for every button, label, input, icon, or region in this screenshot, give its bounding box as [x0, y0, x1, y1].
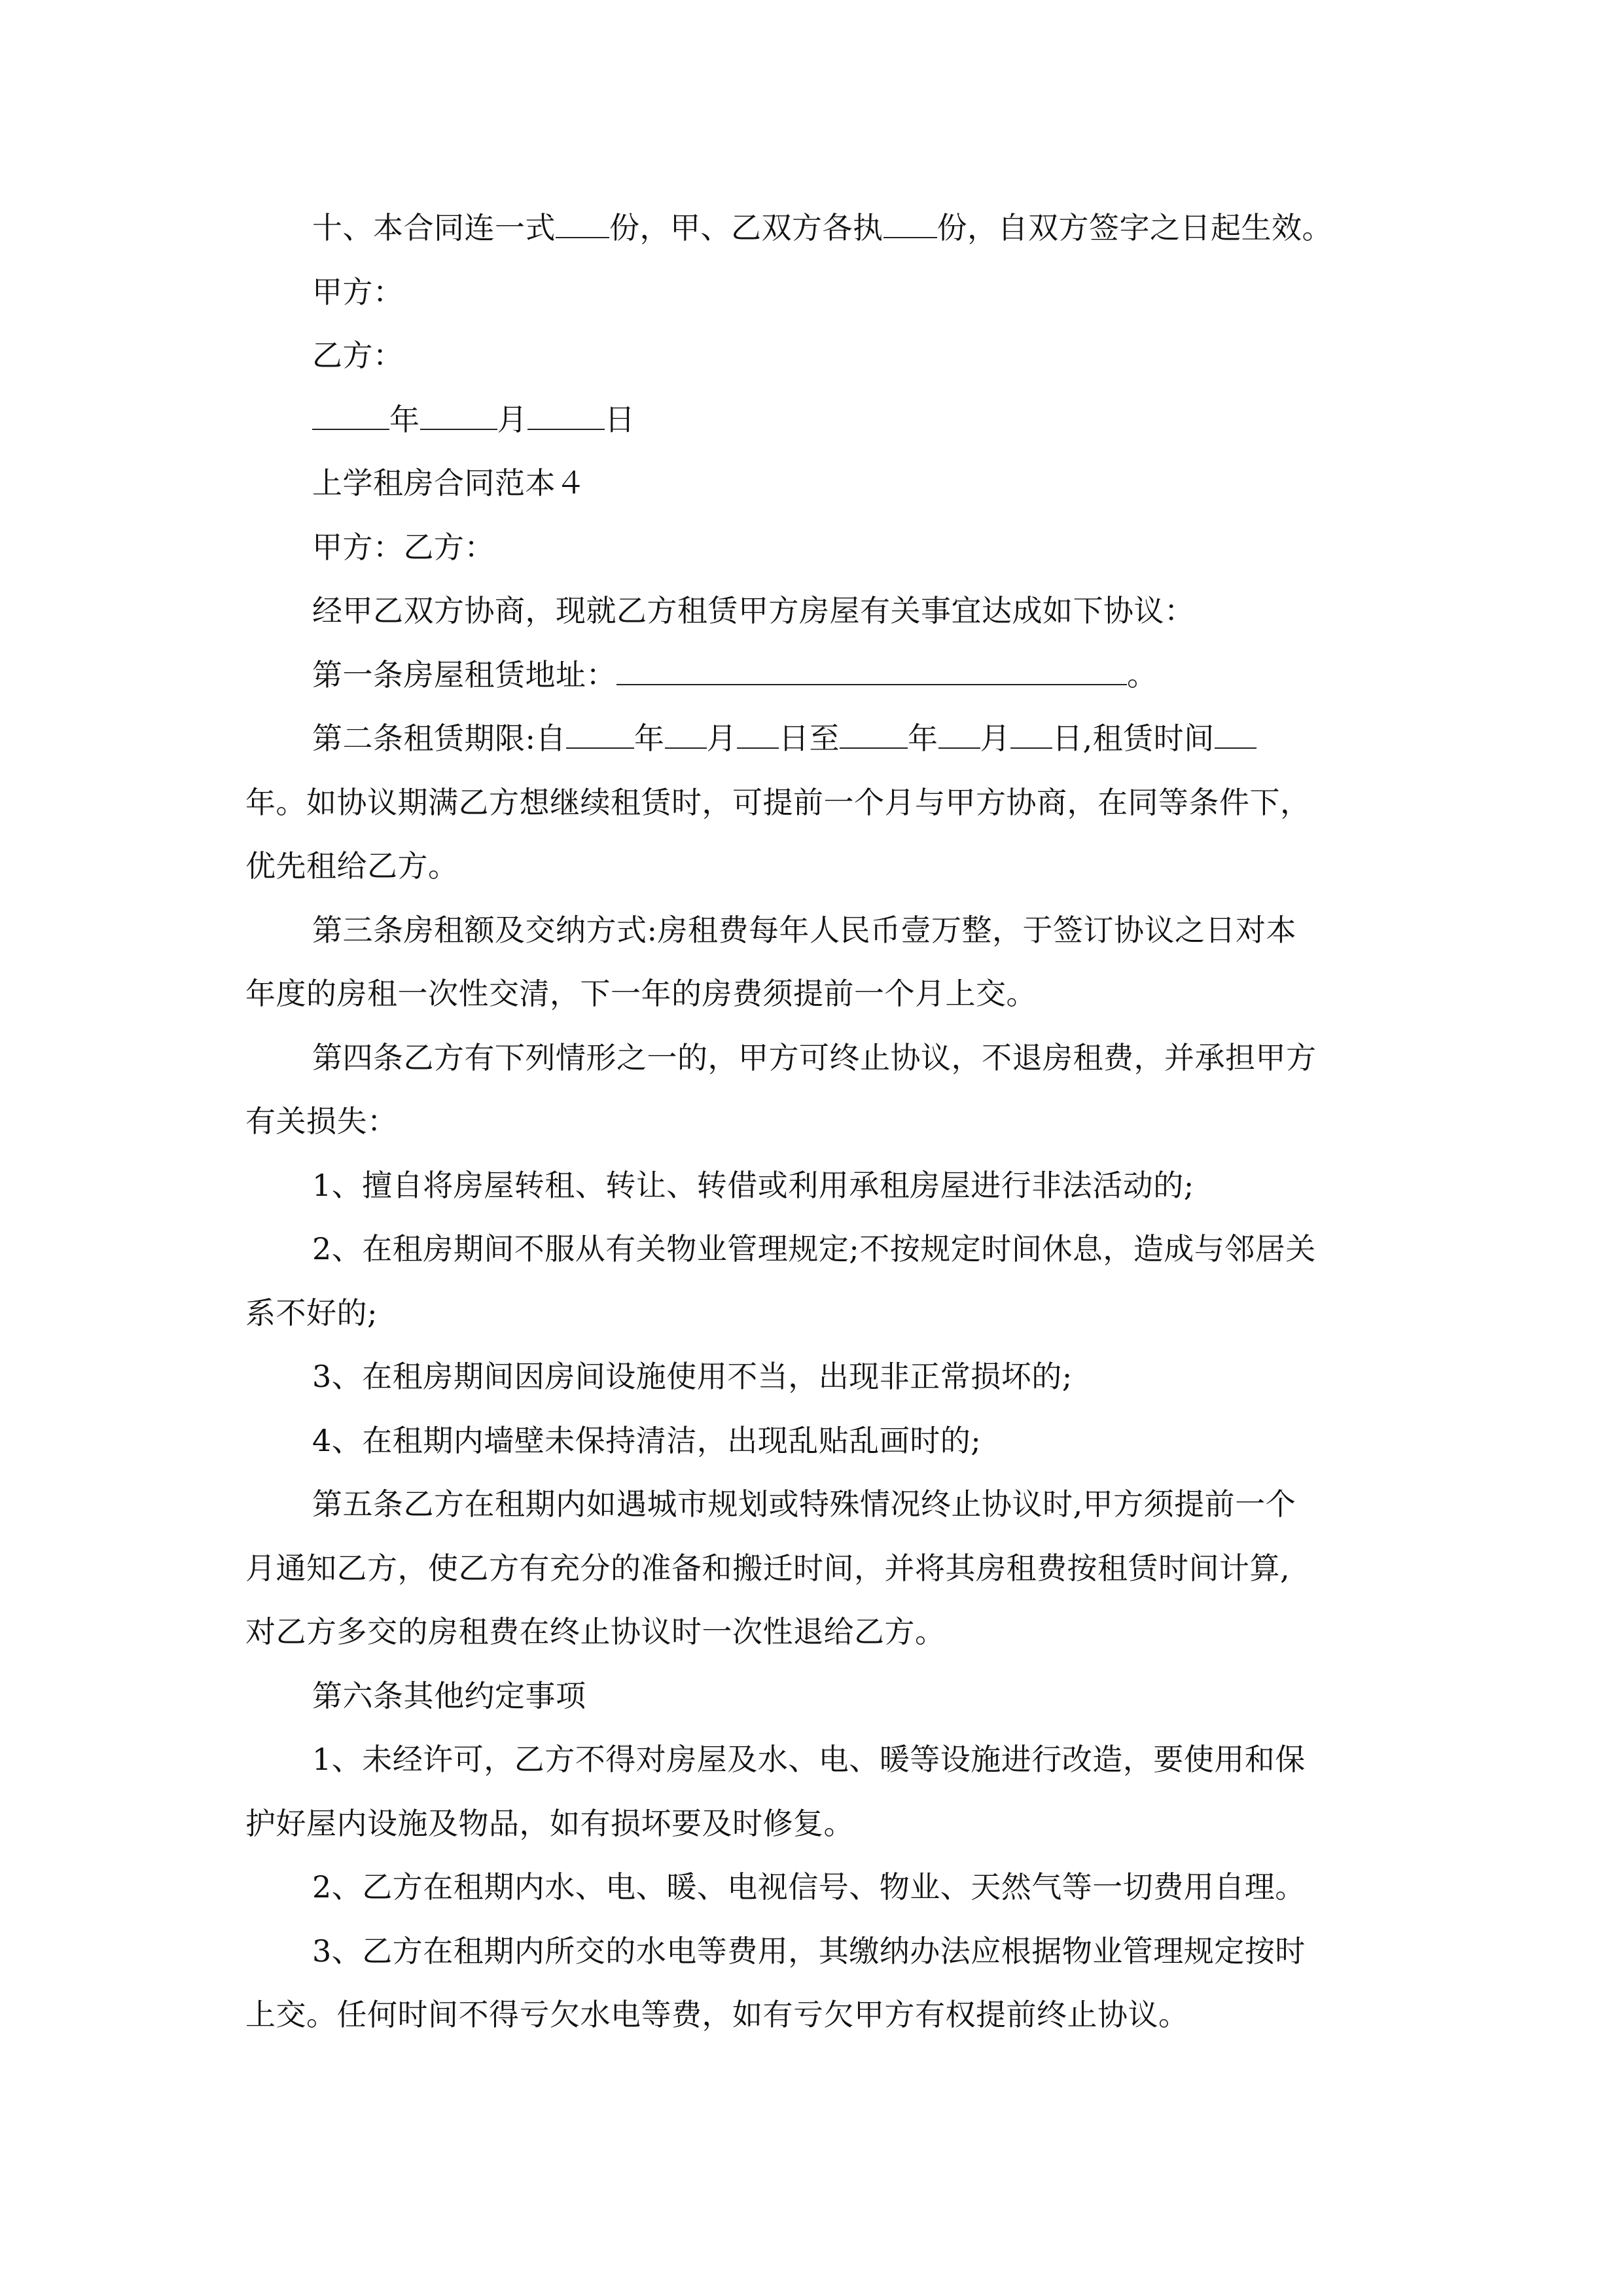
clause-ten-line: [245, 196, 1400, 260]
party-a-label: 甲方：: [312, 274, 404, 310]
article-one-line: [245, 643, 1400, 708]
article-six-item-2: [245, 1856, 1400, 1920]
article-six-text: 第六条其他约定事项: [312, 1677, 586, 1713]
article-four-cont-text: 有关损失：: [245, 1103, 398, 1139]
end-year-blank: [840, 721, 908, 749]
article-three-text: 第三条房租额及交纳方式:房租费每年人民币壹万整，于签订协议之日对本: [312, 912, 1296, 948]
article-four-item-2-cont-text: 系不好的;: [245, 1295, 378, 1331]
article-four-item-2: [245, 1217, 1400, 1282]
date-month-blank: [420, 403, 497, 430]
article-six-item-3-cont-text: 上交。任何时间不得亏欠水电等费，如有亏欠甲方有权提前终止协议。: [245, 1997, 1189, 2032]
date-year-blank: [312, 403, 389, 430]
article-six-item-3: [245, 1920, 1400, 1984]
article-two-cont-1: [245, 771, 1400, 835]
date-day-label: 日: [605, 401, 635, 437]
article-five-cont-2-text: 对乙方多交的房租费在终止协议时一次性退给乙方。: [245, 1614, 946, 1649]
clause-ten-text-b: 份，甲、乙双方各执: [609, 210, 883, 245]
article-four-item-2-cont: [245, 1282, 1400, 1346]
parties-text: 甲方：乙方：: [312, 529, 495, 565]
article-five-line: [245, 1473, 1400, 1537]
article-two-cont-2-text: 优先租给乙方。: [245, 848, 459, 884]
article-one-text: 第一条房屋租赁地址：: [312, 656, 616, 692]
preamble-line: [245, 579, 1400, 643]
article-four-item-1: [245, 1154, 1400, 1218]
end-day-blank: [1010, 721, 1052, 749]
article-four-cont: [245, 1090, 1400, 1154]
article-two-cont-1-text: 年。如协议期满乙方想继续租赁时，可提前一个月与甲方协商，在同等条件下，: [245, 784, 1311, 820]
clause-ten-text-c: 份，自双方签字之日起生效。: [936, 210, 1332, 245]
article-six-item-1-cont: [245, 1792, 1400, 1856]
article-two-text: 第二条租赁期限:自: [312, 721, 566, 756]
article-two-line: [245, 707, 1400, 771]
end-month-label: 月: [980, 721, 1010, 756]
document-body: [245, 196, 1400, 2047]
date-month-label: 月: [497, 401, 527, 437]
article-four-text: 第四条乙方有下列情形之一的，甲方可终止协议，不退房租费，并承担甲方: [312, 1039, 1317, 1075]
article-five-text: 第五条乙方在租期内如遇城市规划或特殊情况终止协议时,甲方须提前一个: [312, 1486, 1296, 1522]
copies-each-blank: [883, 211, 937, 238]
article-four-item-2-text: 2、在租房期间不服从有关物业管理规定;不按规定时间休息，造成与邻居关: [312, 1231, 1316, 1266]
start-month-blank: [665, 721, 707, 749]
date-day-blank: [527, 403, 605, 430]
clause-ten-text-a: 十、本合同连一式: [312, 210, 556, 245]
article-six-item-3-cont: [245, 1983, 1400, 2047]
article-one-end: 。: [1127, 656, 1158, 692]
start-day-label: 日至: [779, 721, 840, 756]
article-four-item-1-text: 1、擅自将房屋转租、转让、转借或利用承租房屋进行非法活动的;: [312, 1167, 1194, 1203]
article-six-line: [245, 1664, 1400, 1729]
start-year-label: 年: [634, 721, 665, 756]
end-year-label: 年: [908, 721, 938, 756]
article-four-item-4-text: 4、在租期内墙壁未保持清洁，出现乱贴乱画时的;: [312, 1422, 982, 1458]
article-six-item-1-cont-text: 护好屋内设施及物品，如有损坏要及时修复。: [245, 1805, 854, 1841]
party-b-signature-line: [245, 324, 1400, 388]
preamble-text: 经甲乙双方协商，现就乙方租赁甲方房屋有关事宜达成如下协议：: [312, 593, 1195, 628]
party-a-signature-line: [245, 260, 1400, 325]
parties-line: [245, 516, 1400, 580]
article-five-cont-1-text: 月通知乙方，使乙方有充分的准备和搬迁时间，并将其房租费按租赁时间计算,: [245, 1550, 1291, 1586]
end-day-label: 日,租赁时间: [1052, 721, 1215, 756]
start-day-blank: [737, 721, 779, 749]
article-six-item-1: [245, 1728, 1400, 1792]
section-title: [245, 452, 1400, 516]
article-five-cont-2: [245, 1600, 1400, 1664]
article-six-item-3-text: 3、乙方在租期内所交的水电等费用，其缴纳办法应根据物业管理规定按时: [312, 1933, 1306, 1969]
date-year-label: 年: [389, 401, 420, 437]
lease-duration-blank: [1215, 721, 1257, 749]
start-year-blank: [566, 721, 634, 749]
article-two-cont-2: [245, 834, 1400, 899]
article-three-line: [245, 899, 1400, 963]
article-four-line: [245, 1026, 1400, 1090]
article-three-cont-text: 年度的房租一次性交清，下一年的房费须提前一个月上交。: [245, 976, 1037, 1011]
article-four-item-3: [245, 1345, 1400, 1409]
article-six-item-1-text: 1、未经许可，乙方不得对房屋及水、电、暖等设施进行改造，要使用和保: [312, 1742, 1306, 1777]
article-six-item-2-text: 2、乙方在租期内水、电、暖、电视信号、物业、天然气等一切费用自理。: [312, 1869, 1306, 1905]
article-three-cont: [245, 962, 1400, 1026]
article-five-cont-1: [245, 1537, 1400, 1601]
article-four-item-4: [245, 1409, 1400, 1473]
start-month-label: 月: [706, 721, 737, 756]
signing-date-line: [245, 388, 1400, 452]
address-blank: [616, 658, 1127, 685]
article-four-item-3-text: 3、在租房期间因房间设施使用不当，出现非正常损坏的;: [312, 1359, 1073, 1394]
copies-total-blank: [556, 211, 609, 238]
party-b-label: 乙方：: [312, 338, 404, 373]
section-title-text: 上学租房合同范本４: [312, 465, 586, 501]
end-month-blank: [938, 721, 980, 749]
